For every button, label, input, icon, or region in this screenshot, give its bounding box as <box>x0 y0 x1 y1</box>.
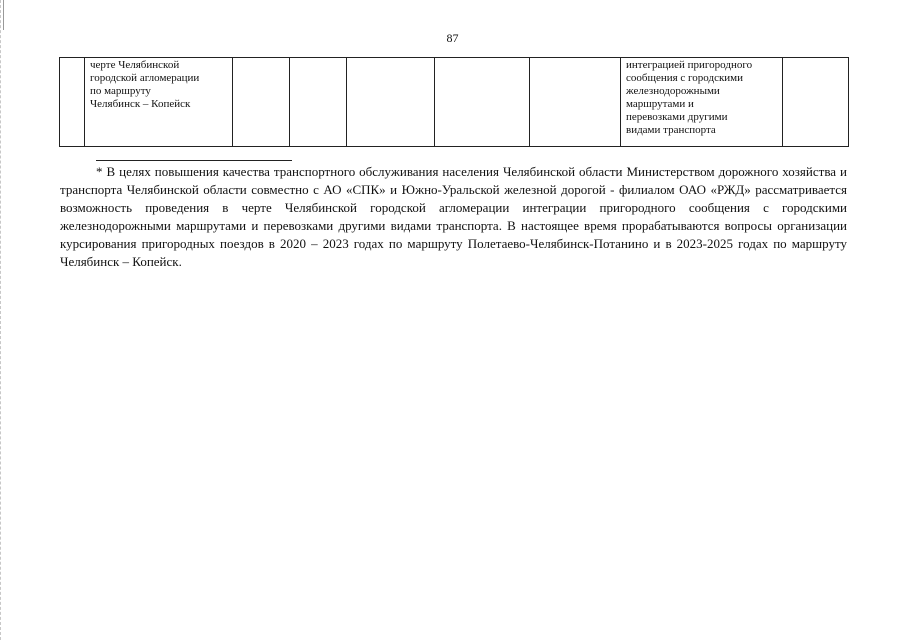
table-cell-empty <box>290 58 347 147</box>
scan-margin-tick <box>3 0 4 30</box>
footnote-text: * В целях повышения качества транспортного обслуживания населения Челябинской области Министерством дорожного хозяйства и транспорта Челябинской области совместно с АО «СПК» и Южно-Уральской железной дорогой - филиалом ОАО «РЖД» рассматривается возможность проведения в черте Челябинской городской агломерации интеграции пригородного сообщения с городскими железнодорожными маршрутами и перевозками другими видами транспорта. В настоящее время прорабатываются вопросы организации курсирования пригородных поездов в 2020 – 2023 годах по маршруту Полетаево-Челябинск-Потанино и в 2023-2025 годах по маршруту Челябинск – Копейск. <box>60 164 847 269</box>
table-cell-route <box>85 58 233 147</box>
table-cell-empty <box>233 58 290 147</box>
table-cell-empty <box>435 58 530 147</box>
table-cell-empty <box>783 58 849 147</box>
integration-description-text: интеграцией пригородного сообщения с городскими железнодорожными маршрутами и перевозками другими видами транспорта <box>626 59 753 136</box>
table-cell-empty <box>347 58 435 147</box>
table-row <box>60 58 849 147</box>
page-number: 87 <box>446 31 459 45</box>
scan-margin-strip <box>0 0 5 640</box>
table-cell-index <box>60 58 85 147</box>
footnote-separator <box>96 160 292 161</box>
route-description-text: черте Челябинской городской агломерации по маршруту Челябинск – Копейск <box>90 59 200 110</box>
table-cell-empty <box>530 58 621 147</box>
table-cell-integration <box>621 58 783 147</box>
document-table <box>59 57 849 147</box>
